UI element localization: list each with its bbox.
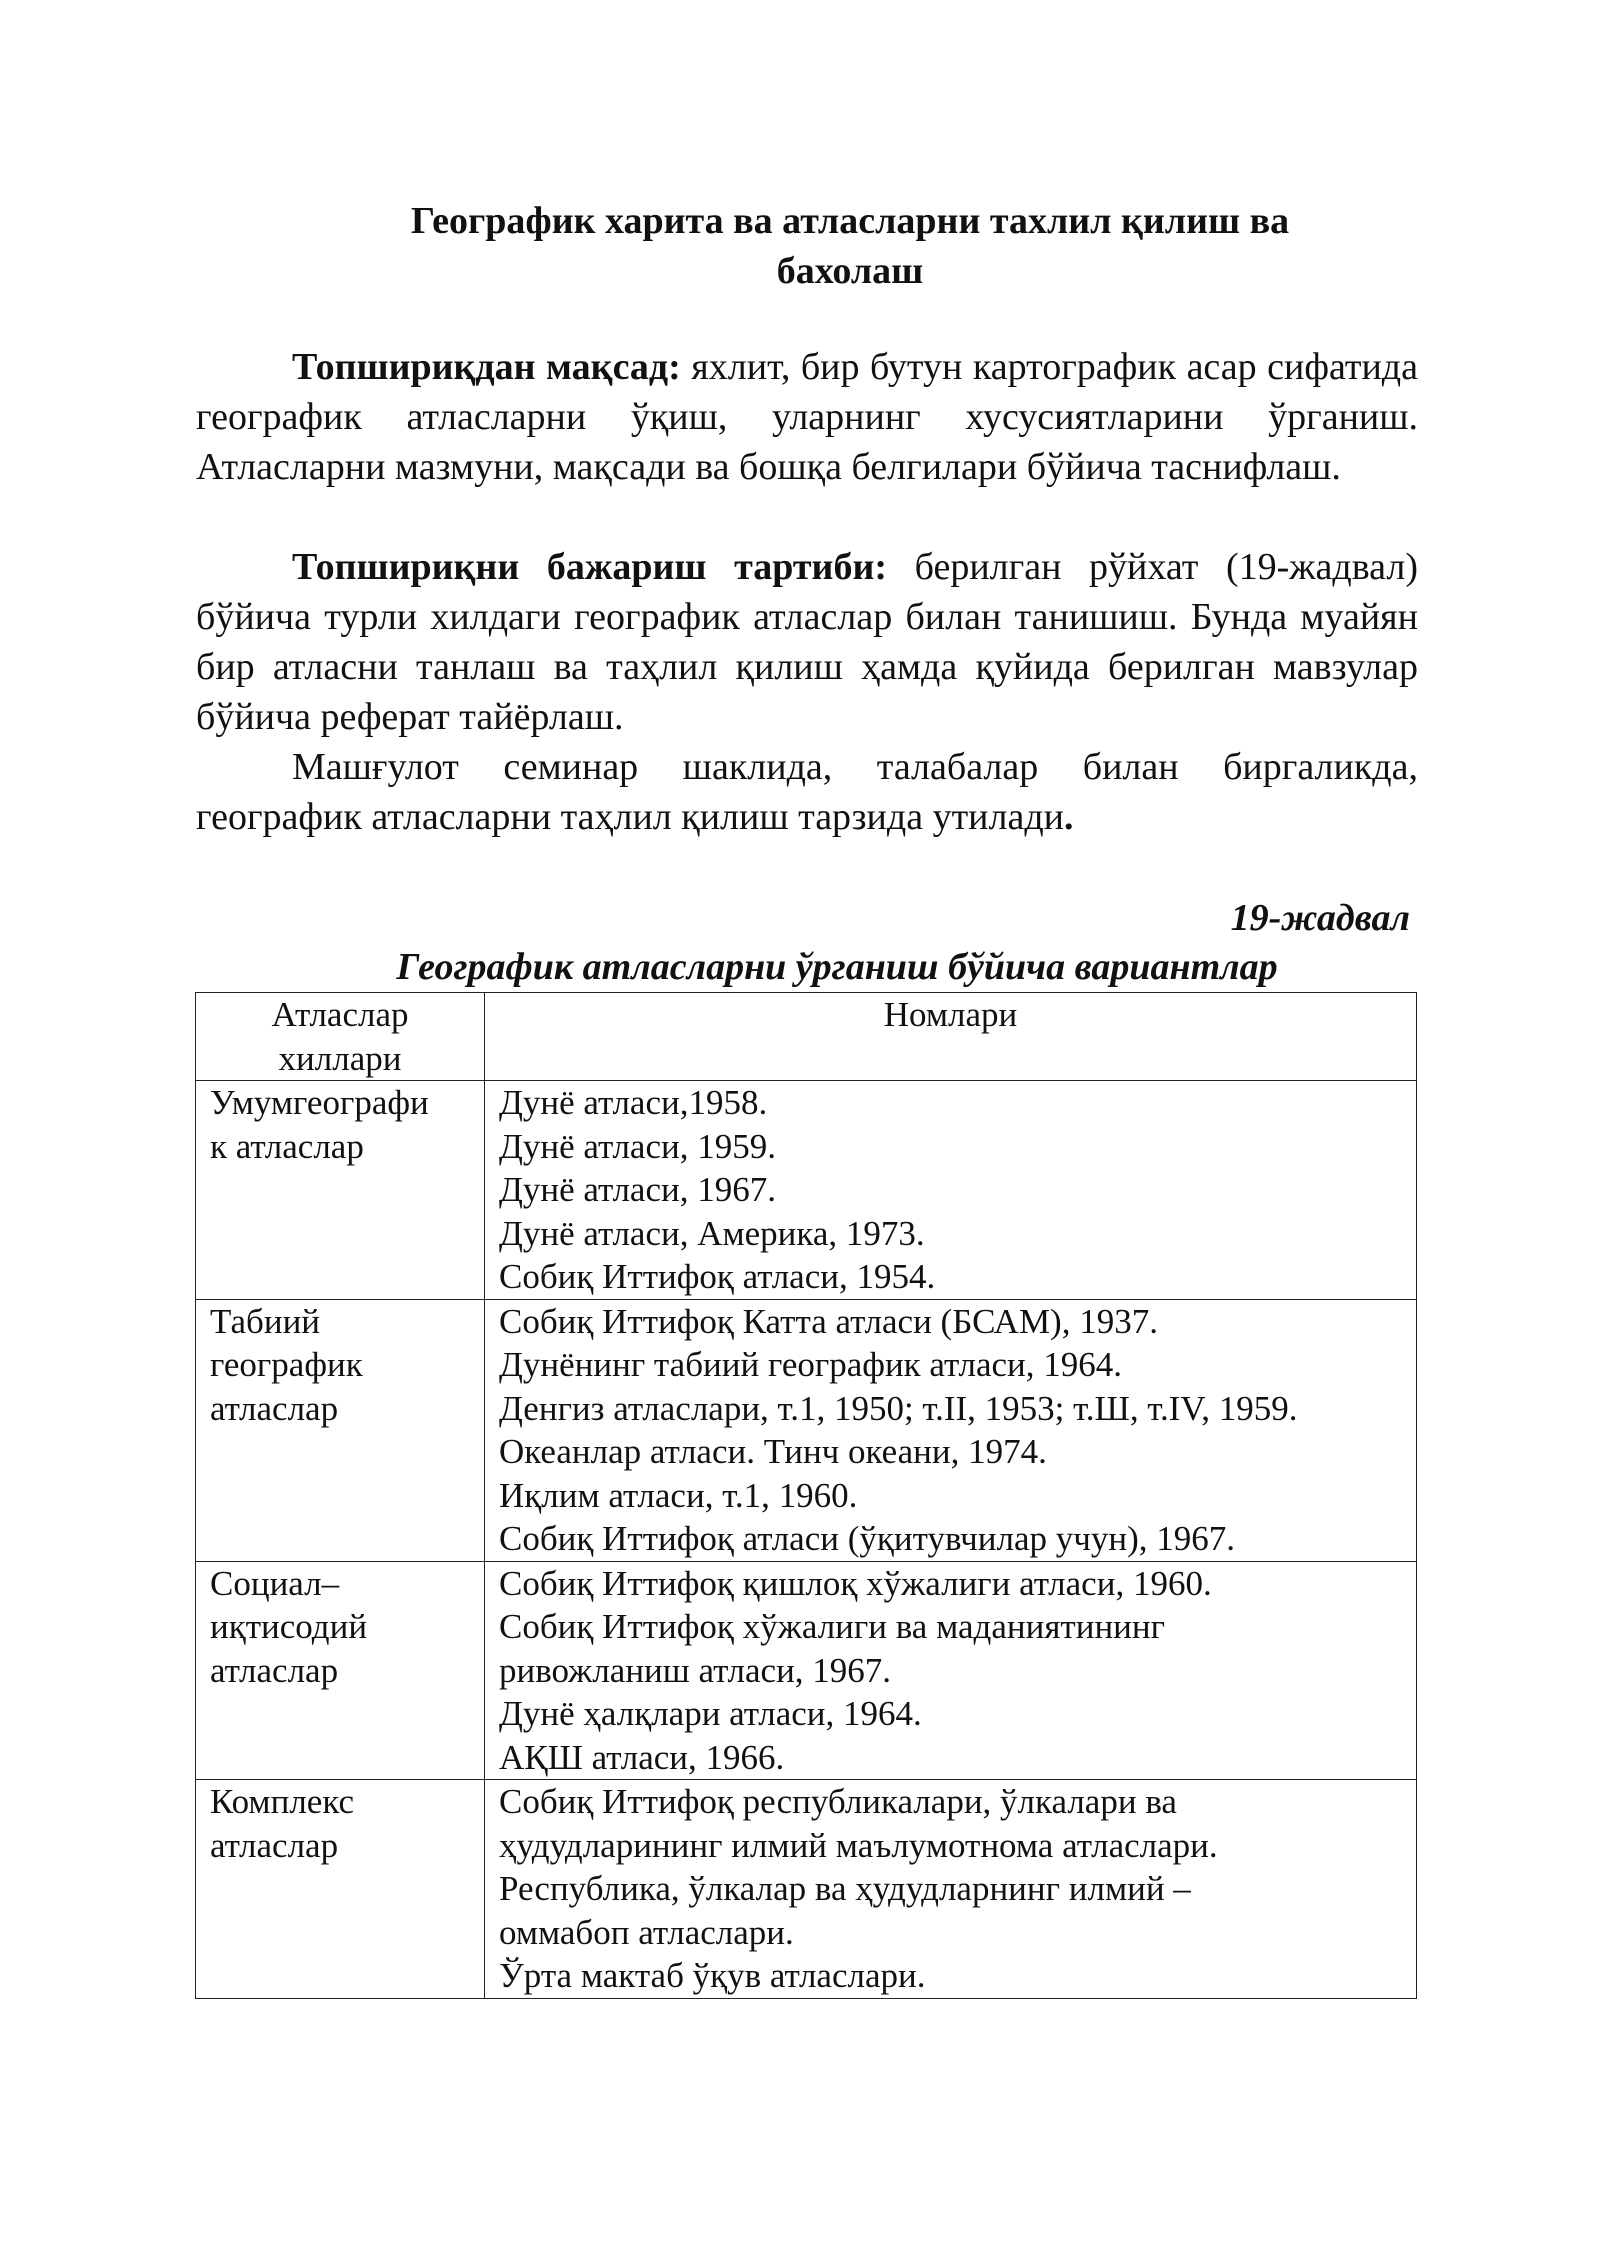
atlas-name: Ўрта мактаб ўқув атласлари. <box>499 1956 926 1995</box>
atlas-name: Собиқ Иттифоқ хўжалиги ва маданиятининг <box>499 1607 1165 1646</box>
kind-line: атласлар <box>210 1388 339 1428</box>
seminar-paragraph <box>196 742 1418 842</box>
order-label: Топшириқни бажариш тартиби: <box>292 546 887 588</box>
atlas-name: оммабоп атласлари. <box>499 1912 794 1952</box>
table-row <box>196 1561 1417 1780</box>
atlas-name: ҳудудларининг илмий маълумотнома атласлари. <box>499 1825 1218 1865</box>
atlas-kind-cell <box>196 1561 485 1780</box>
goal-paragraph <box>196 342 1418 492</box>
kind-line: атласлар <box>210 1650 339 1690</box>
kind-line: Умумгеографи <box>210 1083 429 1122</box>
title-line-1: Географик харита ва атласларни тахлил қилиш ва <box>410 200 1290 242</box>
atlas-name: Иқлим атласи, т.1, 1960. <box>499 1475 858 1515</box>
header-names: Номлари <box>485 993 1417 1081</box>
atlas-name: Дунё атласи, 1959. <box>499 1126 776 1166</box>
atlas-name: Собиқ Иттифоқ атласи, 1954. <box>499 1257 936 1296</box>
atlas-name: Денгиз атласлари, т.1, 1950; т.II, 1953; т.Ш, т.IV, 1959. <box>499 1388 1298 1428</box>
goal-label: Топшириқдан мақсад: <box>292 346 681 388</box>
atlas-names-cell <box>485 1561 1417 1780</box>
atlas-variants-table <box>195 992 1417 1999</box>
header-kind-line-1: Атласлар <box>271 995 409 1034</box>
atlas-name: ривожланиш атласи, 1967. <box>499 1650 892 1690</box>
atlas-kind-cell <box>196 1299 485 1561</box>
kind-line: атласлар <box>210 1825 339 1865</box>
table-row <box>196 1780 1417 1999</box>
order-paragraph <box>196 542 1418 742</box>
order-text: берилган рўйхат (19-жадвал) бўйича турли хилдаги географик атласлар билан танишиш. Бунда муайян бир атласни танлаш ва таҳлил қилиш ҳамда қуйида берилган мавзулар бўйича реферат тайёрлаш. <box>196 546 1418 738</box>
kind-line: географик <box>210 1345 363 1384</box>
atlas-name: АҚШ атласи, 1966. <box>499 1737 785 1777</box>
kind-line: к атласлар <box>210 1126 364 1166</box>
atlas-kind-cell <box>196 1081 485 1300</box>
table-row <box>196 1299 1417 1561</box>
kind-line: Социал– <box>210 1563 340 1603</box>
atlas-name: Республика, ўлкалар ва ҳудудларнинг илмий – <box>499 1869 1191 1908</box>
atlas-name: Собиқ Иттифоқ қишлоқ хўжалиги атласи, 1960. <box>499 1563 1212 1603</box>
table-caption: Географик атласларни ўрганиш бўйича вариантлар <box>396 946 1278 988</box>
atlas-name: Собиқ Иттифоқ Катта атласи (БСАМ), 1937. <box>499 1301 1158 1341</box>
atlas-name: Дунёнинг табиий географик атласи, 1964. <box>499 1345 1122 1384</box>
atlas-name: Дунё ҳалқлари атласи, 1964. <box>499 1694 922 1733</box>
atlas-names-cell <box>485 1780 1417 1999</box>
title-line-2: бахолаш <box>776 250 924 292</box>
header-kind-line-2: хиллари <box>278 1038 402 1078</box>
kind-line: иқтисодий <box>210 1607 368 1646</box>
atlas-name: Дунё атласи, 1967. <box>499 1170 776 1209</box>
header-atlas-kinds <box>196 993 485 1081</box>
atlas-kind-cell <box>196 1780 485 1999</box>
page-title <box>330 196 1370 296</box>
table-row <box>196 1081 1417 1300</box>
kind-line: Табиий <box>210 1301 321 1341</box>
atlas-name: Собиқ Иттифоқ республикалари, ўлкалари ва <box>499 1782 1177 1821</box>
table-number: 19-жадвал <box>1230 897 1410 939</box>
atlas-name: Дунё атласи, Америка, 1973. <box>499 1213 925 1253</box>
seminar-end: . <box>1064 796 1074 838</box>
goal-text: яхлит, бир бутун картографик асар сифатида географик атласларни ўқиш, уларнинг хусусиятларини ўрганиш. Атласларни мазмуни, мақсади ва бошқа белгилари бўйича таснифлаш. <box>196 346 1418 488</box>
atlas-name: Океанлар атласи. Тинч океани, 1974. <box>499 1432 1047 1471</box>
table-header-row <box>196 993 1417 1081</box>
atlas-names-cell <box>485 1299 1417 1561</box>
atlas-name: Дунё атласи,1958. <box>499 1083 768 1122</box>
atlas-name: Собиқ Иттифоқ атласи (ўқитувчилар учун), 1967. <box>499 1519 1235 1558</box>
seminar-text: Машғулот семинар шаклида, талабалар билан биргаликда, географик атласларни таҳлил қилиш тарзида утилади <box>196 746 1418 838</box>
atlas-names-cell <box>485 1081 1417 1300</box>
kind-line: Комплекс <box>210 1782 354 1821</box>
